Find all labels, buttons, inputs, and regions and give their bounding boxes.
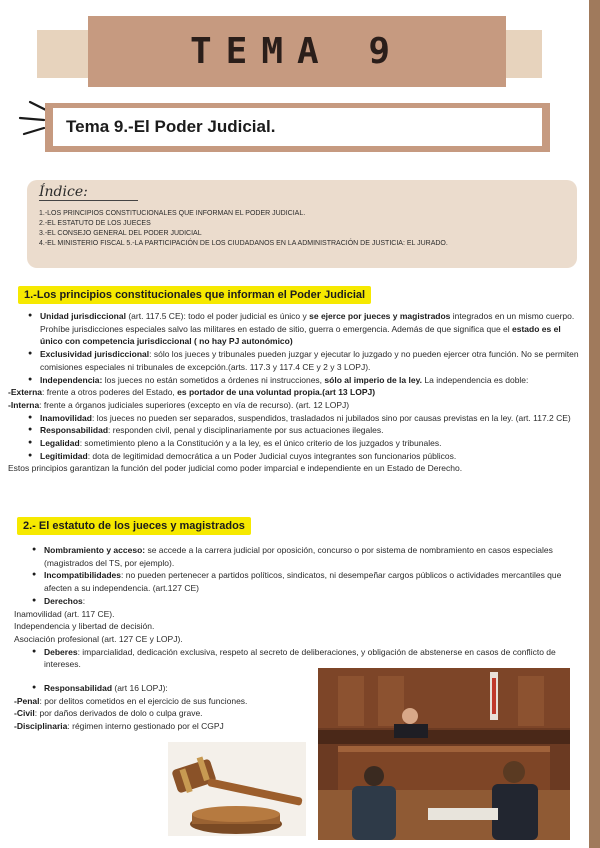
courtroom-scene-icon xyxy=(318,668,570,840)
index-box xyxy=(27,180,577,268)
index-item: 1.-LOS PRINCIPIOS CONSTITUCIONALES QUE INFORMAN EL PODER JUDICIAL. xyxy=(39,210,306,217)
index-item: 4.-EL MINISTERIO FISCAL 5.-LA PARTICIPACIÓN DE LOS CIUDADANOS EN LA ADMINISTRACIÓN DE JUSTICIA: EL JURADO. xyxy=(39,240,448,247)
index-list xyxy=(39,209,567,249)
principle-responsabilidad: ● Responsabilidad: responden civil, penal y disciplinariamente por sus actuaciones ilegales. xyxy=(26,424,584,437)
independencia-externa: -Externa: frente a otros poderes del Estado, es portador de una voluntad propia.(art 13 LOPJ) xyxy=(8,387,376,398)
accent-lines-icon xyxy=(18,100,48,140)
independencia-interna: -Interna: frente a órganos judiciales superiores (excepto en vía de recurso). (art. 12 LOPJ) xyxy=(8,399,350,410)
principle-independencia: ● Independencia: los jueces no están sometidos a órdenes ni instrucciones, sólo al imperio de la ley. La independencia es doble: xyxy=(26,374,584,387)
page-right-border xyxy=(589,0,600,848)
subtitle: Tema 9.-El Poder Judicial. xyxy=(53,108,542,146)
principle-legalidad: ● Legalidad: sometimiento pleno a la Constitución y a la ley, es el único criterio de los juzgados y tribunales. xyxy=(26,437,584,450)
index-item: 2.-EL ESTATUTO DE LOS JUECES xyxy=(39,220,151,227)
principle-unidad: ● Unidad jurisdiccional (art. 117.5 CE): todo el poder judicial es único y se ejerce por jueces y magistrados integrados en un mismo cuerpo. Prohíbe jurisdicciones especiales salvo las militares en estado de sitio, guerra o emergencia. Además de que significa que el estado es el único con competencia jurisdiccional ( no hay PJ autonómico) xyxy=(26,310,584,348)
principle-legitimidad: ● Legitimidad: dota de legitimidad democrática a un Poder Judicial cuyos integrantes son funcionarios públicos. xyxy=(26,450,584,463)
banner-title-box xyxy=(88,16,506,87)
derecho-line: Asociación profesional (art. 127 CE y LOPJ). xyxy=(14,633,183,644)
principle-inamovilidad: ● Inamovilidad: los jueces no pueden ser separados, suspendidos, trasladados ni jubilados sino por causas previstas en la ley. (art. 117.2 CE) xyxy=(26,412,584,425)
estatuto-derechos: ● Derechos: xyxy=(30,595,584,608)
gavel-photo xyxy=(168,742,306,836)
banner-title: TEMA 9 xyxy=(189,31,405,72)
section2-body-bottom xyxy=(14,682,314,733)
section2-body-top xyxy=(14,544,584,671)
section1-heading: 1.-Los principios constitucionales que informan el Poder Judicial xyxy=(18,286,371,304)
index-title: Índice: xyxy=(39,184,138,201)
section1-closing: Estos principios garantizan la función del poder judicial como poder imparcial e independiente en un Estado de Derecho. xyxy=(8,463,463,474)
principle-exclusividad: ● Exclusividad jurisdiccional: sólo los jueces y tribunales pueden juzgar y ejecutar lo juzgado y no pueden ejercer otra función. No se permiten comisiones especiales ni tribunales de excepción.(arts. 117.3 y 117.4 CE y 2 y 3 LOPJ). xyxy=(26,348,584,373)
estatuto-incompatibilidades: ● Incompatibilidades: no pueden pertenecer a partidos políticos, sindicatos, ni desempeñar cargos públicos o actividades mercantiles que afecten a su independencia. (art.127 CE) xyxy=(30,569,584,594)
responsabilidad-disciplinaria: -Disciplinaria: régimen interno gestionado por el CGPJ xyxy=(14,721,224,732)
responsabilidad-penal: -Penal: por delitos cometidos en el ejercicio de sus funciones. xyxy=(14,695,248,706)
derecho-line: Inamovilidad (art. 117 CE). xyxy=(14,608,115,619)
estatuto-responsabilidad: ● Responsabilidad (art 16 LOPJ): xyxy=(30,682,314,695)
section2-heading: 2.- El estatuto de los jueces y magistrados xyxy=(17,517,251,535)
derecho-line: Independencia y libertad de decisión. xyxy=(14,621,155,632)
index-item: 3.-EL CONSEJO GENERAL DEL PODER JUDICIAL xyxy=(39,230,202,237)
courtroom-photo xyxy=(318,668,570,840)
gavel-icon xyxy=(168,742,306,836)
responsabilidad-civil: -Civil: por daños derivados de dolo o culpa grave. xyxy=(14,708,203,719)
estatuto-nombramiento: ● Nombramiento y acceso: se accede a la carrera judicial por oposición, concurso o por sistema de nombramiento en casos especiales (magistrados del TS, por ejemplo). xyxy=(30,544,584,569)
section1-body xyxy=(8,310,584,475)
estatuto-deberes: ● Deberes: imparcialidad, dedicación exclusiva, respeto al secreto de deliberaciones, y obligación de abstenerse en casos de conflicto de intereses. xyxy=(30,646,584,671)
